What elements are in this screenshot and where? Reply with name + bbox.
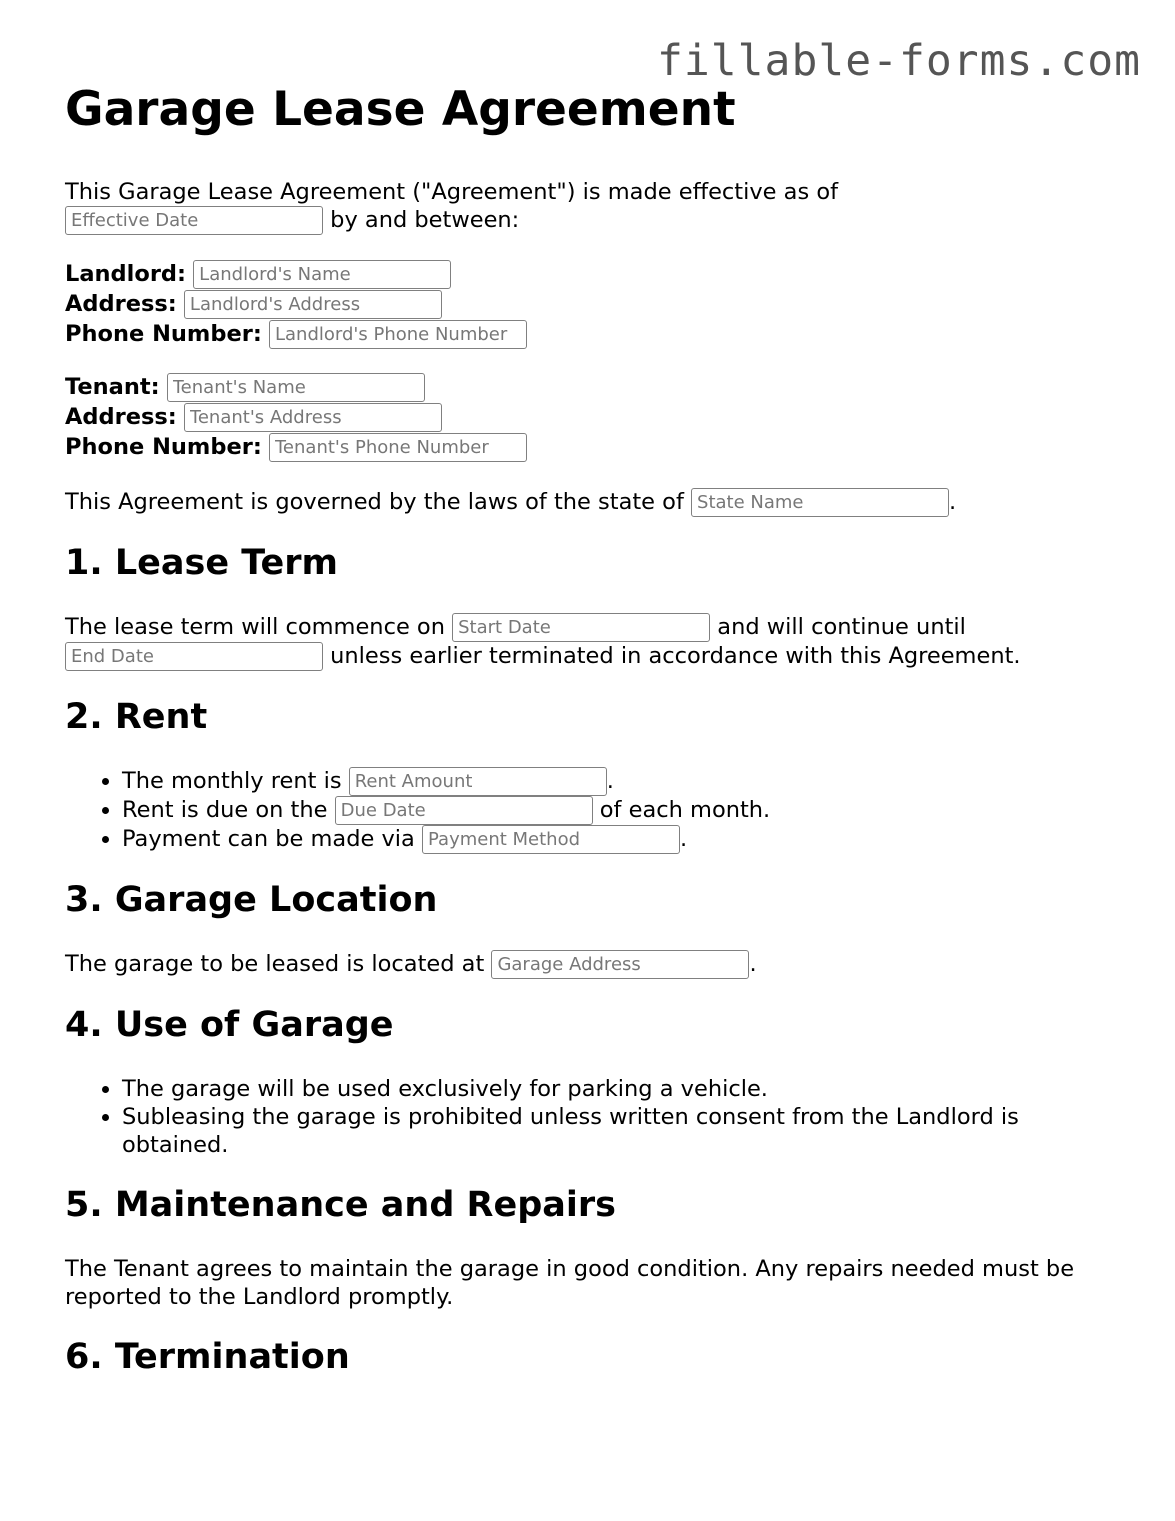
tenant-name-row [65,372,1125,402]
rent-item3-after: . [680,826,688,852]
payment-method-input[interactable] [422,825,680,854]
maintenance-paragraph: The Tenant agrees to maintain the garage in good condition. Any repairs needed must be reported to the Landlord promptly. [65,1256,1075,1310]
use-list [65,1075,1125,1159]
governing-text-after: . [949,489,957,515]
lease-term-paragraph [65,613,1125,671]
landlord-phone-row [65,319,1125,349]
rent-heading: 2. Rent [65,697,208,737]
garage-location-paragraph [65,950,1125,979]
tenant-address-input[interactable] [184,403,442,432]
rent-item1-after: . [606,768,614,794]
landlord-address-label: Address: [65,291,177,317]
location-text-after: . [749,951,757,977]
tenant-address-label: Address: [65,404,177,430]
rent-item3-before: Payment can be made via [122,826,415,852]
intro-paragraph [65,178,1125,235]
landlord-name-row [65,259,1125,289]
rent-list [65,767,1125,854]
rent-item1-before: The monthly rent is [122,768,342,794]
lease-term-text-after: unless earlier terminated in accordance with this Agreement. [330,643,1021,669]
landlord-phone-input[interactable] [269,320,527,349]
state-name-input[interactable] [691,488,949,517]
tenant-phone-label: Phone Number: [65,434,262,460]
landlord-phone-label: Phone Number: [65,321,262,347]
lease-term-text-middle: and will continue until [717,614,966,640]
landlord-section [65,259,1125,349]
governing-text-before: This Agreement is governed by the laws of the state of [65,489,684,515]
termination-heading: 6. Termination [65,1337,350,1377]
page-title: Garage Lease Agreement [65,82,736,137]
end-date-input[interactable] [65,642,323,671]
lease-term-text-before: The lease term will commence on [65,614,445,640]
start-date-input[interactable] [452,613,710,642]
landlord-name-label: Landlord: [65,261,187,287]
document-page [65,78,1125,1379]
rent-item2-after: of each month. [599,797,771,823]
tenant-section [65,372,1125,462]
garage-address-input[interactable] [491,950,749,979]
intro-text-before: This Garage Lease Agreement ("Agreement") is made effective as of [65,179,839,205]
use-of-garage-heading: 4. Use of Garage [65,1005,394,1045]
due-date-input[interactable] [335,796,593,825]
list-item [122,767,1125,796]
tenant-address-row [65,402,1125,432]
list-item: • Subleasing the garage is prohibited unless written consent from the Landlord is obtained. [122,1103,1125,1159]
tenant-name-input[interactable] [167,373,425,402]
garage-location-heading: 3. Garage Location [65,880,438,920]
lease-term-heading: 1. Lease Term [65,543,338,583]
governing-law-paragraph [65,488,1125,517]
rent-amount-input[interactable] [349,767,607,796]
intro-text-after: by and between: [330,207,520,233]
landlord-name-input[interactable] [193,260,451,289]
location-text-before: The garage to be leased is located at [65,951,485,977]
maintenance-heading: 5. Maintenance and Repairs [65,1185,617,1225]
site-watermark: fillable-forms.com [657,36,1141,86]
list-item: • The garage will be used exclusively for parking a vehicle. [122,1075,1125,1103]
landlord-address-row [65,289,1125,319]
list-item [122,796,1125,825]
tenant-phone-row [65,432,1125,462]
tenant-phone-input[interactable] [269,433,527,462]
landlord-address-input[interactable] [184,290,442,319]
rent-item2-before: Rent is due on the [122,797,328,823]
effective-date-input[interactable] [65,206,323,235]
list-item [122,825,1125,854]
tenant-name-label: Tenant: [65,374,160,400]
